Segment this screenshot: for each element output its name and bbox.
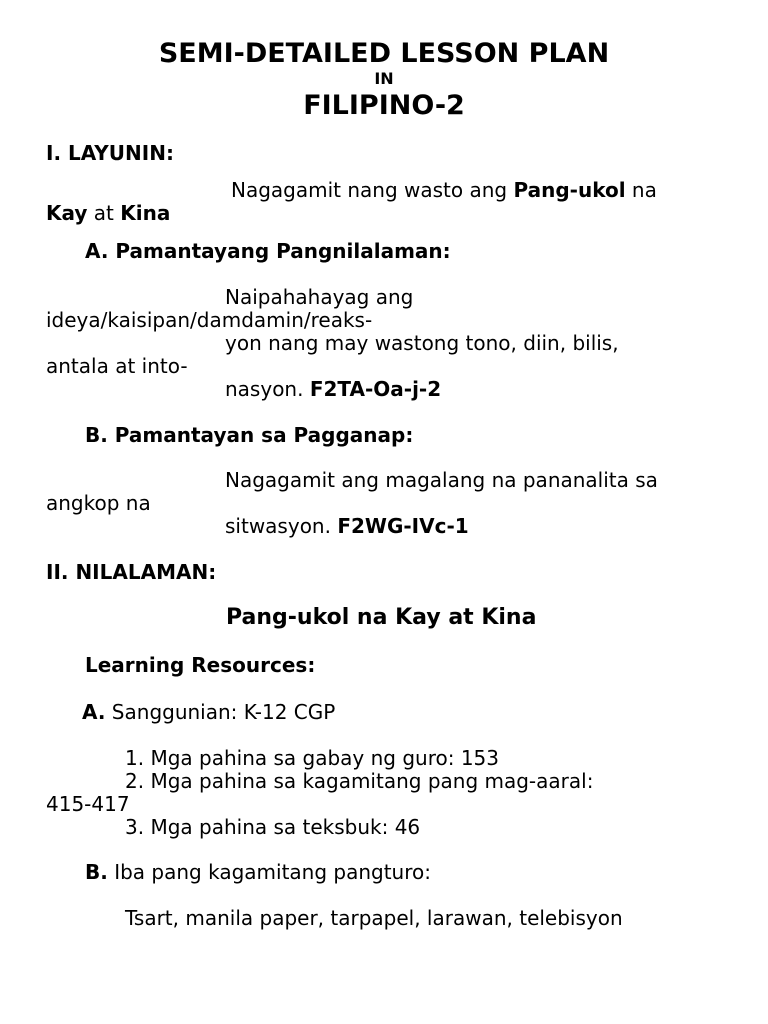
resource-a-sanggunian [82,702,335,722]
resource-a-item-2-cont: 415-417 [46,792,130,816]
pangnilalaman-line3: yon nang may wastong tono, diin, bilis, [225,331,619,355]
pagganap-line3-text: sitwasyon. [225,514,338,538]
lesson-topic: Pang-ukol na Kay at Kina [226,605,537,630]
pangnilalaman-line2: ideya/kaisipan/damdamin/reaks- [46,308,373,332]
section-heading-layunin: I. LAYUNIN: [46,141,174,165]
document-subject: FILIPINO-2 [303,90,465,121]
resource-a-item-1: 1. Mga pahina sa gabay ng guro: 153 [125,746,499,770]
pangnilalaman-line4: antala at into- [46,354,188,378]
pangnilalaman-line5 [225,379,441,399]
resource-a-item-3: 3. Mga pahina sa teksbuk: 46 [125,815,421,839]
layunin-intro-bold-kina: Kina [120,201,171,225]
resource-a-letter: A. [82,700,106,724]
pagganap-line2: angkop na [46,491,151,515]
document-title: SEMI-DETAILED LESSON PLAN [158,38,610,69]
pangnilalaman-line1: Naipahahayag ang [225,285,414,309]
subheading-learning-resources: Learning Resources: [85,653,316,677]
pangnilalaman-line5-text: nasyon. [225,377,310,401]
subheading-pamantayang-pangnilalaman: A. Pamantayang Pangnilalaman: [85,239,451,263]
pagganap-line1: Nagagamit ang magalang na pananalita sa [225,468,658,492]
layunin-intro-line1 [231,180,657,200]
pagganap-code: F2WG-IVc-1 [337,514,469,538]
layunin-intro-text-na: na [625,178,657,202]
resource-a-item-2: 2. Mga pahina sa kagamitang pang mag-aaral: [125,769,594,793]
layunin-intro-line2 [46,203,170,223]
resource-b-materials-list: Tsart, manila paper, tarpapel, larawan, telebisyon [125,906,623,930]
pagganap-line3 [225,516,469,536]
resource-b-text: Iba pang kagamitang pangturo: [107,860,431,884]
section-heading-nilalaman: II. NILALAMAN: [46,560,217,584]
resource-b-other-materials [85,862,431,882]
resource-b-letter: B. [85,860,108,884]
layunin-intro-text-at: at [87,201,121,225]
layunin-intro-bold-pang-ukol: Pang-ukol [513,178,626,202]
document-subtitle-in: IN [374,69,394,88]
layunin-intro-bold-kay: Kay [46,201,88,225]
layunin-intro-text: Nagagamit nang wasto ang [231,178,514,202]
pangnilalaman-code: F2TA-Oa-j-2 [309,377,442,401]
subheading-pamantayan-sa-pagganap: B. Pamantayan sa Pagganap: [85,423,414,447]
resource-a-text: Sanggunian: K-12 CGP [105,700,336,724]
